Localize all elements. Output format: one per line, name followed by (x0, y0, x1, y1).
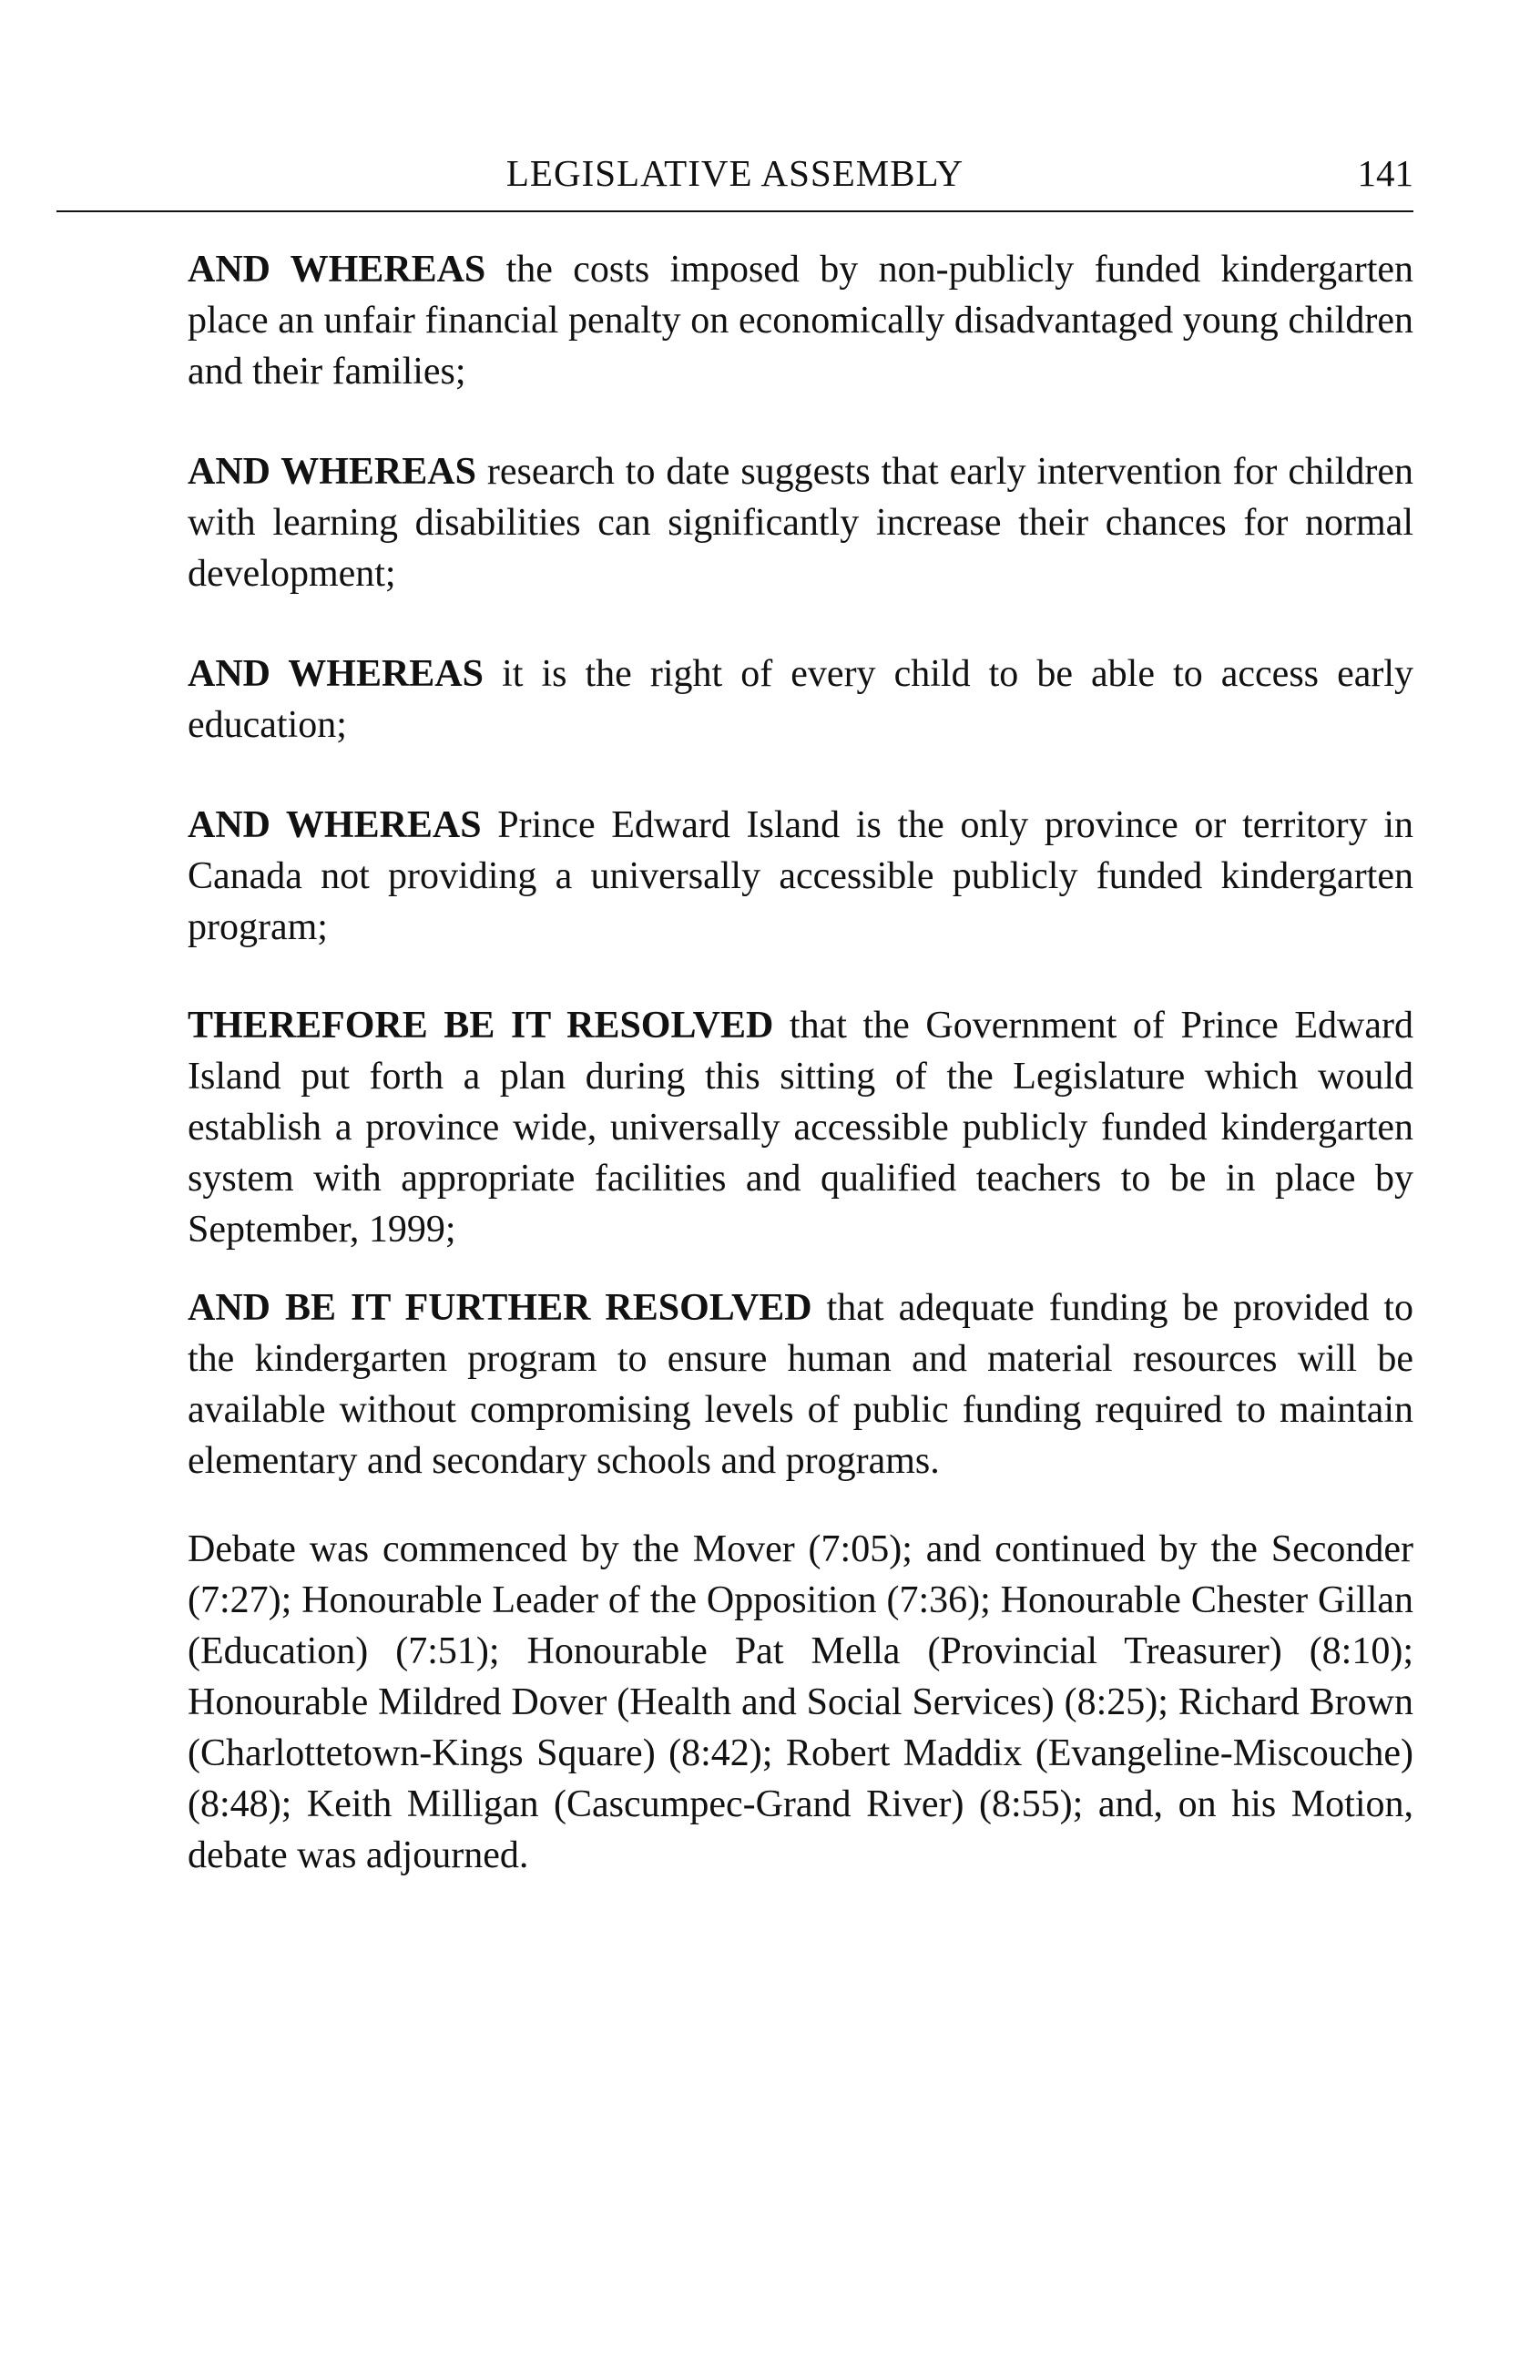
paragraph-lead: THEREFORE BE IT RESOLVED (188, 1005, 774, 1047)
paragraph-text: research to date suggests that early intervention for children with learning disabilities can significantly increase their chances for normal development; (188, 451, 1414, 595)
paragraph-lead: AND WHEREAS (188, 804, 482, 846)
debate-paragraph: Debate was commenced by the Mover (7:05); and continued by the Seconder (7:27); Honourable Leader of the Opposition (7:36); Honourable Chester Gillan (Education) (7:51); Honourable Pat Mella (Provincial Treasurer) (8:10); Honourable Mildred Dover (Health and Social Services) (8:25); Richard Brown (Charlottetown-Kings Square) (8:42); Robert Maddix (Evangeline-Miscouche) (8:48); Keith Milligan (Cascumpec-Grand River) (8:55); and, on his Motion, debate was adjourned. (188, 1528, 1413, 1876)
further-resolved-paragraph (188, 1282, 1413, 1486)
paragraph-text: the costs imposed by non-publicly funded kindergarten place an unfair financial penalty on economically disadvantaged young children and their families; (188, 249, 1414, 393)
whereas-paragraph-4 (188, 800, 1413, 953)
resolved-paragraph (188, 1000, 1413, 1255)
page-number: 141 (1357, 152, 1413, 194)
paragraph-text: that adequate funding be provided to the kindergarten program to ensure human and material resources will be available without compromising levels of public funding required to maintain elementary and secondary schools and programs. (188, 1287, 1413, 1482)
paragraph-lead: AND WHEREAS (188, 451, 476, 493)
paragraph-lead: AND WHEREAS (188, 653, 484, 695)
paragraph-text: that the Government of Prince Edward Island put forth a plan during this sitting of the Legislature which would establish a province wide, universally accessible publicly funded kindergarten system with appropriate facilities and qualified teachers to be in place by September, 1999; (188, 1005, 1413, 1251)
whereas-paragraph-3 (188, 649, 1413, 751)
paragraph-lead: AND WHEREAS (188, 249, 486, 291)
page-header (56, 150, 1413, 212)
running-title: LEGISLATIVE ASSEMBLY (505, 152, 964, 194)
paragraph-lead: AND BE IT FURTHER RESOLVED (188, 1287, 812, 1329)
paragraph-text: Prince Edward Island is the only province or territory in Canada not providing a universally accessible publicly funded kindergarten program; (188, 804, 1414, 948)
whereas-paragraph-2 (188, 446, 1413, 599)
paragraph-text: it is the right of every child to be able to access early education; (188, 653, 1414, 746)
whereas-paragraph-1 (188, 244, 1413, 397)
